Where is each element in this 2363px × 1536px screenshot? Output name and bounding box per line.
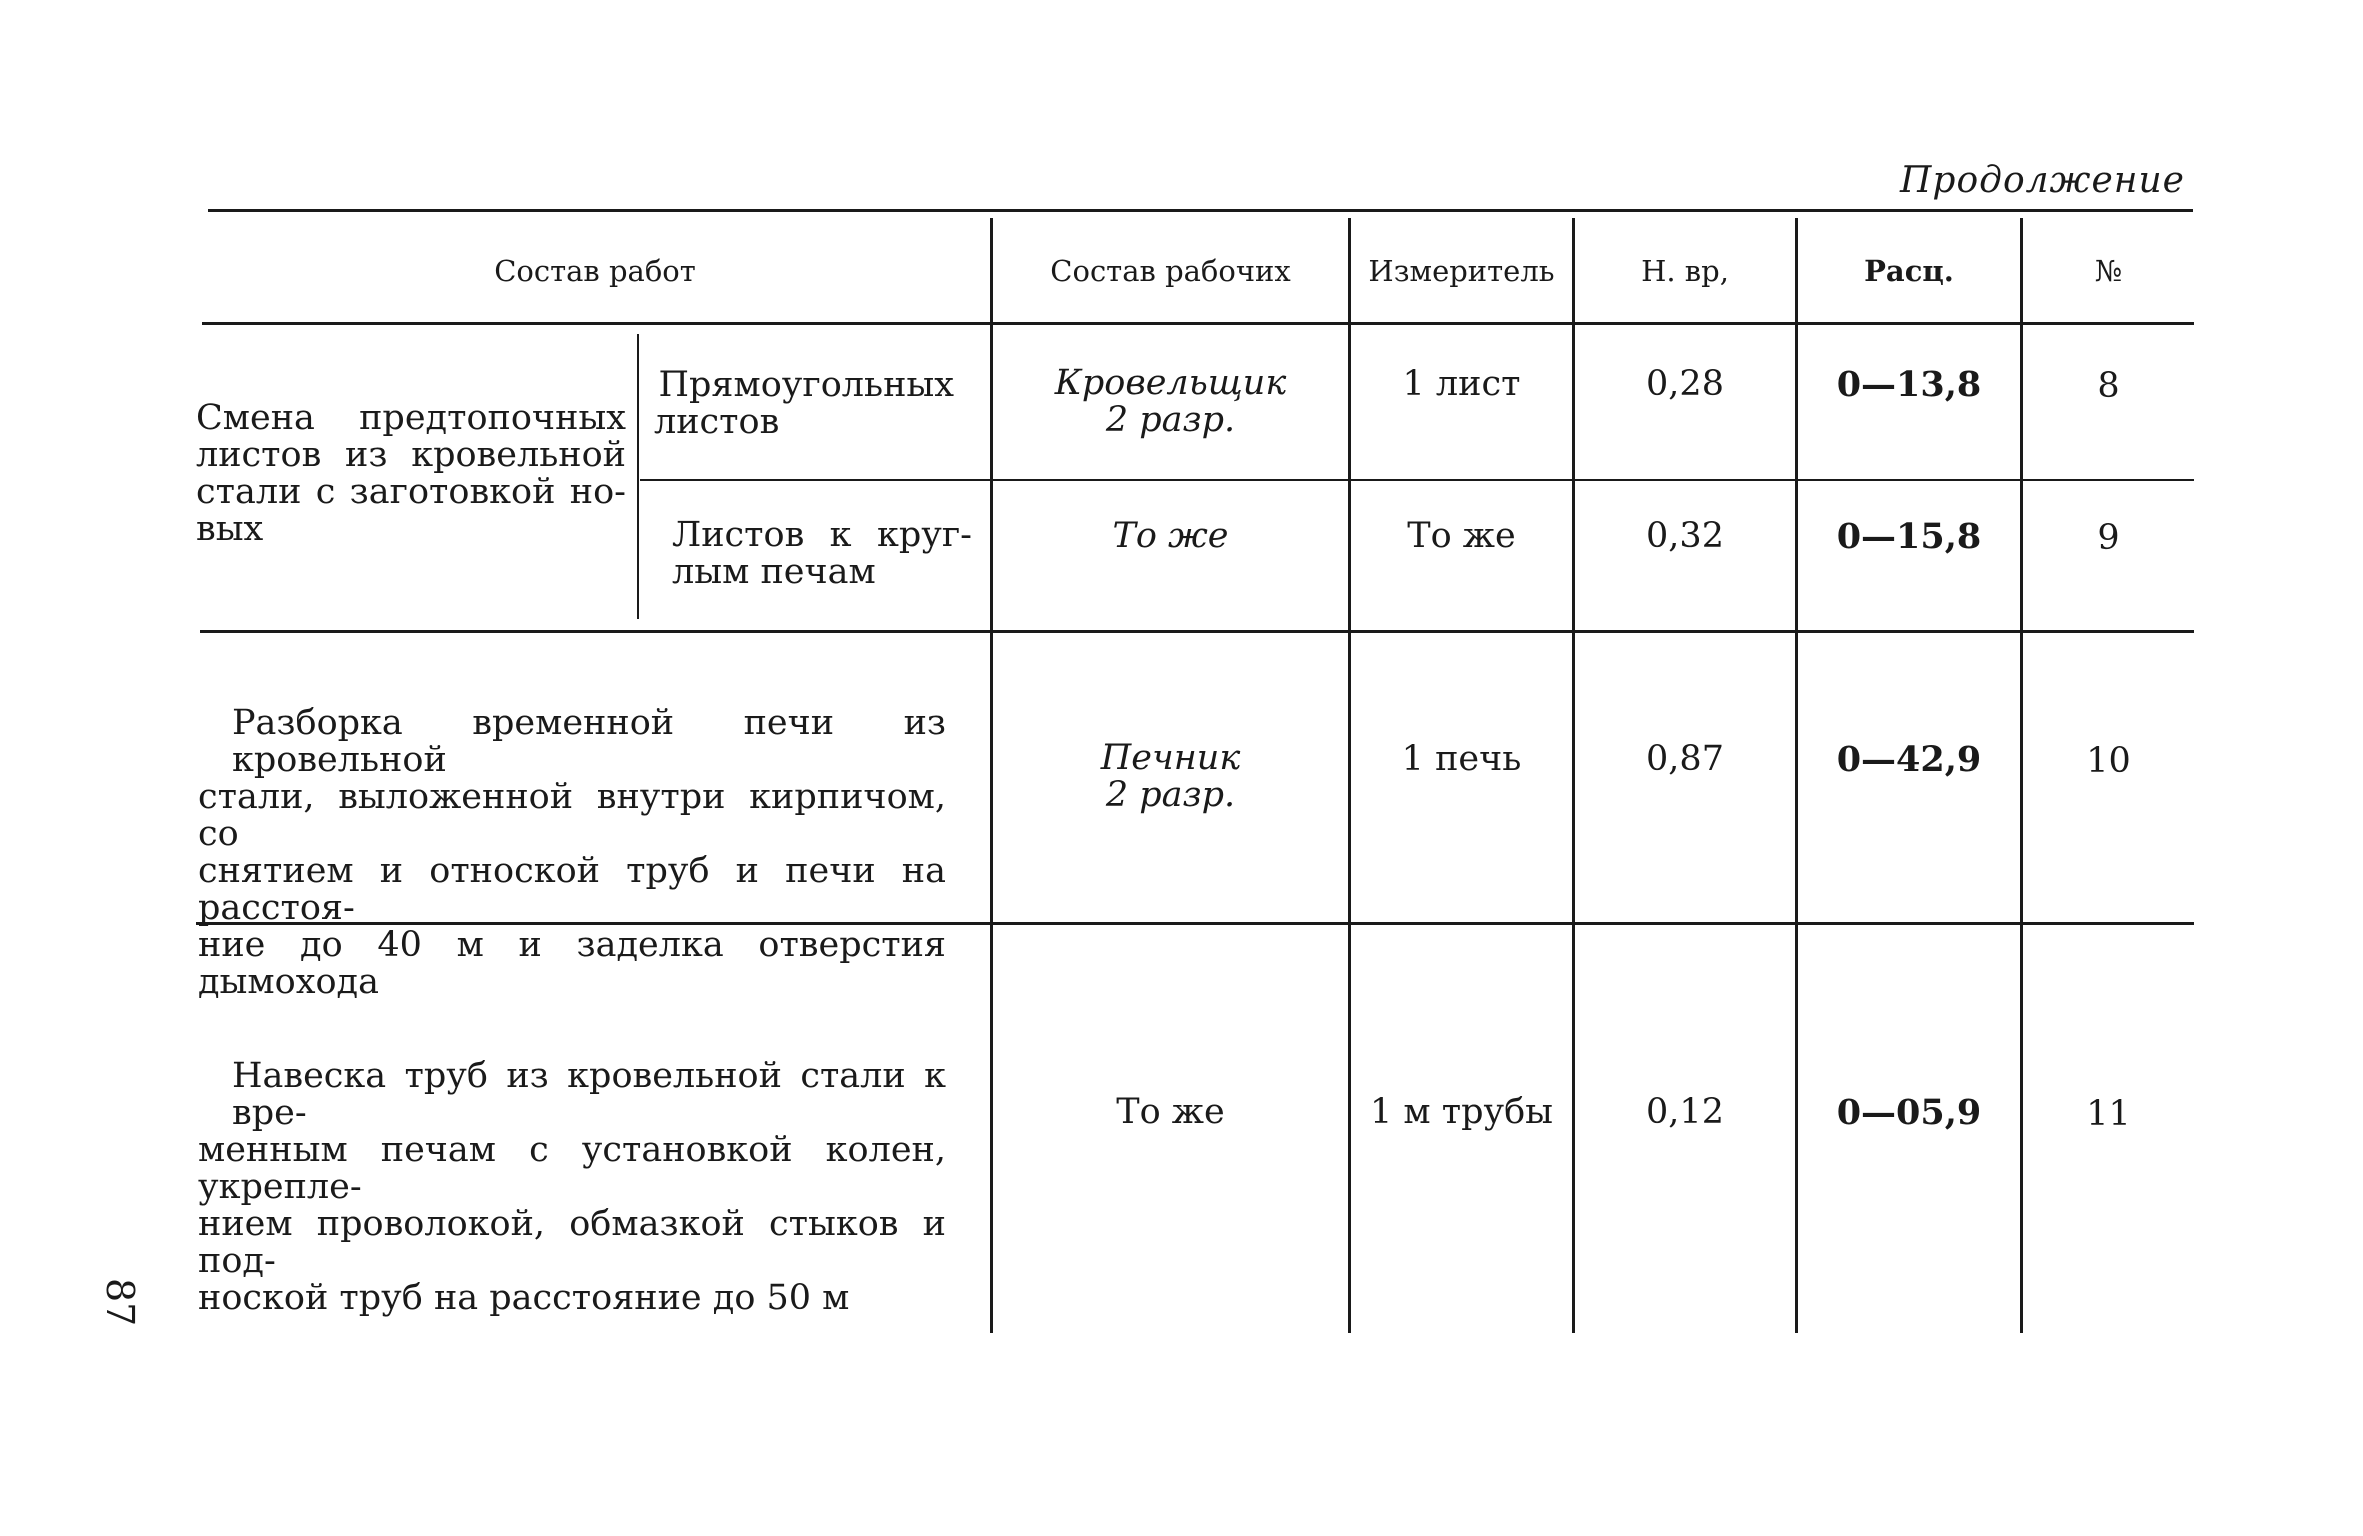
row11-work <box>198 1058 946 1317</box>
row8-subtitle-line: Прямоугольных <box>658 365 954 405</box>
row10-workers-line: 2 разр. <box>1105 775 1236 815</box>
row11-rate: 0—05,9 <box>1836 1092 1982 1133</box>
row8-workers-line: Кровельщик <box>1054 363 1287 403</box>
row10-work-line: снятием и отноской труб и печи на расстоя- <box>198 851 946 928</box>
header-time-norm: Н. вр, <box>1641 254 1729 288</box>
row10-work-line: стали, выложенной внутри кирпичом, со <box>198 777 946 854</box>
header-workers: Состав рабочих <box>1050 254 1291 288</box>
row9-unit: То же <box>1407 516 1516 556</box>
row9-time-norm: 0,32 <box>1646 516 1724 556</box>
row10-number: 10 <box>2086 741 2131 781</box>
row8-unit: 1 лист <box>1402 364 1521 404</box>
row11-unit: 1 м трубы <box>1369 1092 1554 1132</box>
row8-rate: 0—13,8 <box>1836 364 1982 405</box>
row2-bottom-rule <box>200 630 2194 633</box>
row8-subtitle <box>654 367 954 441</box>
row11-time-norm: 0,12 <box>1646 1092 1724 1132</box>
group-title-line: стали с заготовкой но- <box>196 472 626 512</box>
header-number: № <box>2094 254 2123 288</box>
group-title-line: вых <box>196 509 264 549</box>
header-work: Состав работ <box>494 254 696 288</box>
header-unit: Измеритель <box>1368 254 1555 288</box>
group-title-line: Смена предтопочных <box>196 398 626 438</box>
row11-number: 11 <box>2086 1094 2131 1134</box>
row10-unit: 1 печь <box>1401 739 1522 779</box>
group-title-line: листов из кровельной <box>196 435 626 475</box>
continuation-label: Продолжение <box>1900 160 2185 201</box>
row11-work-line: менным печам с установкой колен, укрепле- <box>198 1130 946 1207</box>
row10-work <box>198 705 946 1001</box>
row10-work-line: Разборка временной печи из кровельной <box>232 703 946 780</box>
row9-subtitle-line: лым печам <box>672 552 876 592</box>
row9-workers: То же <box>1112 516 1229 556</box>
row11-workers: То же <box>1116 1092 1225 1132</box>
row8-workers-line: 2 разр. <box>1105 400 1236 440</box>
row10-rate: 0—42,9 <box>1836 739 1982 780</box>
row9-number: 9 <box>2097 518 2120 558</box>
row9-rate: 0—15,8 <box>1836 516 1982 557</box>
header-rate: Расц. <box>1864 254 1954 288</box>
row8-number: 8 <box>2097 366 2120 406</box>
row10-work-line: ние до 40 м и заделка отверстия дымохода <box>198 925 946 1002</box>
row11-work-line: нием проволокой, обмазкой стыков и под- <box>198 1204 946 1281</box>
row9-subtitle-line: Листов к круг- <box>672 515 972 555</box>
subcol-divider <box>637 334 639 619</box>
row10-workers <box>993 740 1348 814</box>
row8-subtitle-line: листов <box>654 402 780 442</box>
group-title <box>196 400 626 548</box>
page-number: 87 <box>98 1278 142 1327</box>
table-top-rule <box>208 209 2193 212</box>
row8-workers <box>993 365 1348 439</box>
row9-subtitle <box>672 517 972 591</box>
row8-time-norm: 0,28 <box>1646 364 1724 404</box>
row10-time-norm: 0,87 <box>1646 739 1724 779</box>
header-bottom-rule <box>202 322 2194 325</box>
subrow-divider-rule <box>640 479 2194 481</box>
row11-work-line: Навеска труб из кровельной стали к вре- <box>232 1056 946 1133</box>
row11-work-line: ноской труб на расстояние до 50 м <box>198 1278 850 1318</box>
row10-workers-line: Печник <box>1100 738 1241 778</box>
